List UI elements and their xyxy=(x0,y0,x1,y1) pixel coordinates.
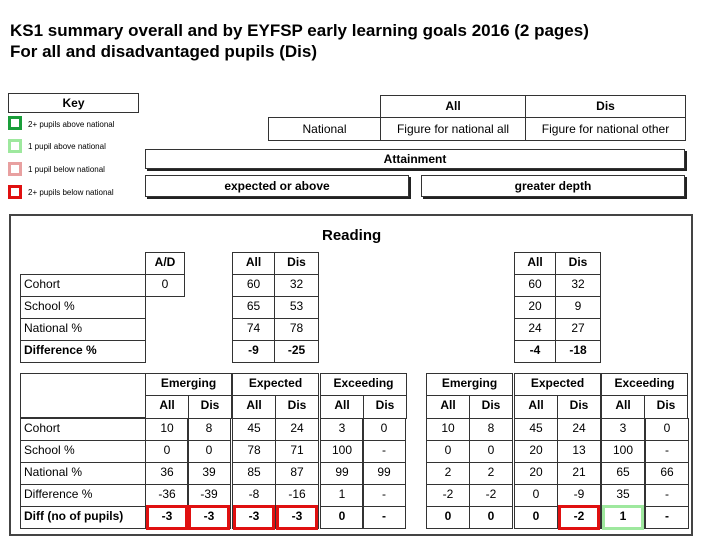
highlight-box xyxy=(558,505,600,530)
elg-right-cell: 20 xyxy=(514,462,558,485)
label-header-blank xyxy=(20,373,146,418)
elg-right-cell: - xyxy=(645,484,689,507)
elg-row-label: Diff (no of pupils) xyxy=(20,506,146,529)
elg-right-cell: 21 xyxy=(557,462,601,485)
elg-left-cell: 8 xyxy=(187,418,231,441)
elg-right-cell: 66 xyxy=(645,462,689,485)
key-label-2-above: 2+ pupils above national xyxy=(28,120,115,129)
elg-row-label: National % xyxy=(20,462,146,485)
gd-dis-value: 27 xyxy=(555,318,601,341)
elg-row-label: Difference % xyxy=(20,484,146,507)
elg-left-cell: 0 xyxy=(145,440,189,463)
elg-left-cell: 99 xyxy=(362,462,406,485)
elg-right-exceeding-header: Exceeding xyxy=(601,373,688,396)
elg-left-cell: -3 xyxy=(275,506,319,529)
elg-right-cell: 1 xyxy=(601,506,645,529)
elg-left-all-subheader: All xyxy=(145,395,189,419)
gd-dis-header: Dis xyxy=(555,252,601,275)
elg-right-cell: 0 xyxy=(426,506,470,529)
exp-dis-value: 53 xyxy=(274,296,319,319)
elg-right-cell: -2 xyxy=(469,484,513,507)
row-label: Cohort xyxy=(20,274,146,297)
page-subtitle: For all and disadvantaged pupils (Dis) xyxy=(10,42,317,61)
elg-right-dis-subheader: Dis xyxy=(469,395,513,419)
elg-right-cell: 100 xyxy=(601,440,645,463)
elg-right-cell: 0 xyxy=(426,440,470,463)
key-label-1-above: 1 pupil above national xyxy=(28,142,106,151)
elg-left-cell: 3 xyxy=(320,418,364,441)
expected-band: expected or above xyxy=(145,175,409,197)
exp-all-value: -9 xyxy=(232,340,275,363)
elg-left-dis-subheader: Dis xyxy=(275,395,319,419)
elg-right-cell: 24 xyxy=(557,418,601,441)
elg-right-all-subheader: All xyxy=(426,395,470,419)
page-title: KS1 summary overall and by EYFSP early learning goals 2016 (2 pages) xyxy=(10,21,589,40)
elg-right-cell: 65 xyxy=(601,462,645,485)
exp-all-value: 60 xyxy=(232,274,275,297)
elg-left-cell: -16 xyxy=(275,484,319,507)
key-heading: Key xyxy=(62,96,85,110)
elg-right-cell: 20 xyxy=(514,440,558,463)
elg-right-emerging-header: Emerging xyxy=(426,373,513,396)
elg-right-dis-subheader: Dis xyxy=(557,395,601,419)
elg-left-dis-subheader: Dis xyxy=(363,395,407,419)
greater-depth-band: greater depth xyxy=(421,175,685,197)
elg-right-cell: 13 xyxy=(557,440,601,463)
elg-left-cell: 45 xyxy=(232,418,276,441)
elg-left-cell: - xyxy=(362,440,406,463)
legend-all: All xyxy=(380,95,526,118)
elg-left-all-subheader: All xyxy=(320,395,364,419)
elg-right-cell: 0 xyxy=(514,506,558,529)
elg-left-cell: 71 xyxy=(275,440,319,463)
elg-right-cell: -2 xyxy=(426,484,470,507)
elg-left-cell: 1 xyxy=(320,484,364,507)
highlight-box xyxy=(188,505,230,530)
elg-right-cell: 0 xyxy=(514,484,558,507)
elg-right-cell: - xyxy=(645,506,689,529)
elg-left-expected-header: Expected xyxy=(232,373,319,396)
key-label-1-below: 1 pupil below national xyxy=(28,165,105,174)
elg-left-cell: -3 xyxy=(145,506,189,529)
row-label: Difference % xyxy=(20,340,146,363)
elg-left-exceeding-header: Exceeding xyxy=(320,373,407,396)
elg-left-cell: -3 xyxy=(187,506,231,529)
row-label: National % xyxy=(20,318,146,341)
elg-left-cell: 0 xyxy=(362,418,406,441)
elg-right-all-subheader: All xyxy=(514,395,558,419)
elg-left-cell: -3 xyxy=(232,506,276,529)
elg-left-cell: 87 xyxy=(275,462,319,485)
elg-left-cell: 78 xyxy=(232,440,276,463)
legend-figure-other: Figure for national other xyxy=(525,117,686,141)
gd-all-value: 60 xyxy=(514,274,556,297)
elg-right-cell: 35 xyxy=(601,484,645,507)
exp-dis-value: 32 xyxy=(274,274,319,297)
row-label: School % xyxy=(20,296,146,319)
elg-right-cell: -2 xyxy=(557,506,601,529)
elg-right-cell: 0 xyxy=(645,418,689,441)
highlight-box xyxy=(233,505,275,530)
elg-right-cell: 3 xyxy=(601,418,645,441)
exp-all-value: 65 xyxy=(232,296,275,319)
attainment-band: Attainment xyxy=(145,149,685,169)
elg-right-cell: 8 xyxy=(469,418,513,441)
elg-left-cell: 39 xyxy=(187,462,231,485)
gd-all-value: 24 xyxy=(514,318,556,341)
elg-left-cell: 85 xyxy=(232,462,276,485)
elg-row-label: School % xyxy=(20,440,146,463)
swatch-red xyxy=(8,185,22,199)
elg-left-dis-subheader: Dis xyxy=(188,395,232,419)
gd-all-header: All xyxy=(514,252,556,275)
elg-left-cell: 10 xyxy=(145,418,189,441)
elg-left-cell: 24 xyxy=(275,418,319,441)
swatch-dark-green xyxy=(8,116,22,130)
elg-left-cell: 0 xyxy=(187,440,231,463)
gd-dis-value: -18 xyxy=(555,340,601,363)
exp-dis-header: Dis xyxy=(274,252,319,275)
elg-right-dis-subheader: Dis xyxy=(644,395,688,419)
elg-right-cell: - xyxy=(645,440,689,463)
elg-left-cell: 100 xyxy=(320,440,364,463)
elg-right-cell: -9 xyxy=(557,484,601,507)
key-label-2-below: 2+ pupils below national xyxy=(28,188,114,197)
elg-left-cell: 36 xyxy=(145,462,189,485)
elg-left-cell: - xyxy=(362,506,406,529)
elg-left-emerging-header: Emerging xyxy=(145,373,232,396)
legend-national: National xyxy=(268,117,381,141)
legend-figure-all: Figure for national all xyxy=(380,117,526,141)
elg-right-cell: 0 xyxy=(469,440,513,463)
gd-all-value: -4 xyxy=(514,340,556,363)
highlight-box xyxy=(276,505,318,530)
elg-right-cell: 10 xyxy=(426,418,470,441)
exp-dis-value: 78 xyxy=(274,318,319,341)
elg-right-expected-header: Expected xyxy=(514,373,601,396)
elg-right-cell: 2 xyxy=(426,462,470,485)
elg-left-cell: 99 xyxy=(320,462,364,485)
highlight-box xyxy=(602,505,644,530)
key-box xyxy=(8,93,139,113)
swatch-light-red xyxy=(8,162,22,176)
elg-right-cell: 2 xyxy=(469,462,513,485)
gd-dis-value: 9 xyxy=(555,296,601,319)
elg-left-cell: -36 xyxy=(145,484,189,507)
elg-right-cell: 0 xyxy=(469,506,513,529)
highlight-box xyxy=(146,505,188,530)
elg-left-cell: -39 xyxy=(187,484,231,507)
elg-left-cell: - xyxy=(362,484,406,507)
elg-row-label: Cohort xyxy=(20,418,146,441)
gd-all-value: 20 xyxy=(514,296,556,319)
elg-right-all-subheader: All xyxy=(601,395,645,419)
exp-all-header: All xyxy=(232,252,275,275)
legend-dis: Dis xyxy=(525,95,686,118)
elg-left-all-subheader: All xyxy=(232,395,276,419)
reading-title: Reading xyxy=(322,227,382,244)
elg-left-cell: -8 xyxy=(232,484,276,507)
ad-value: 0 xyxy=(145,274,185,297)
exp-all-value: 74 xyxy=(232,318,275,341)
elg-left-cell: 0 xyxy=(320,506,364,529)
swatch-light-green xyxy=(8,139,22,153)
exp-dis-value: -25 xyxy=(274,340,319,363)
gd-dis-value: 32 xyxy=(555,274,601,297)
ad-header: A/D xyxy=(145,252,185,275)
elg-right-cell: 45 xyxy=(514,418,558,441)
